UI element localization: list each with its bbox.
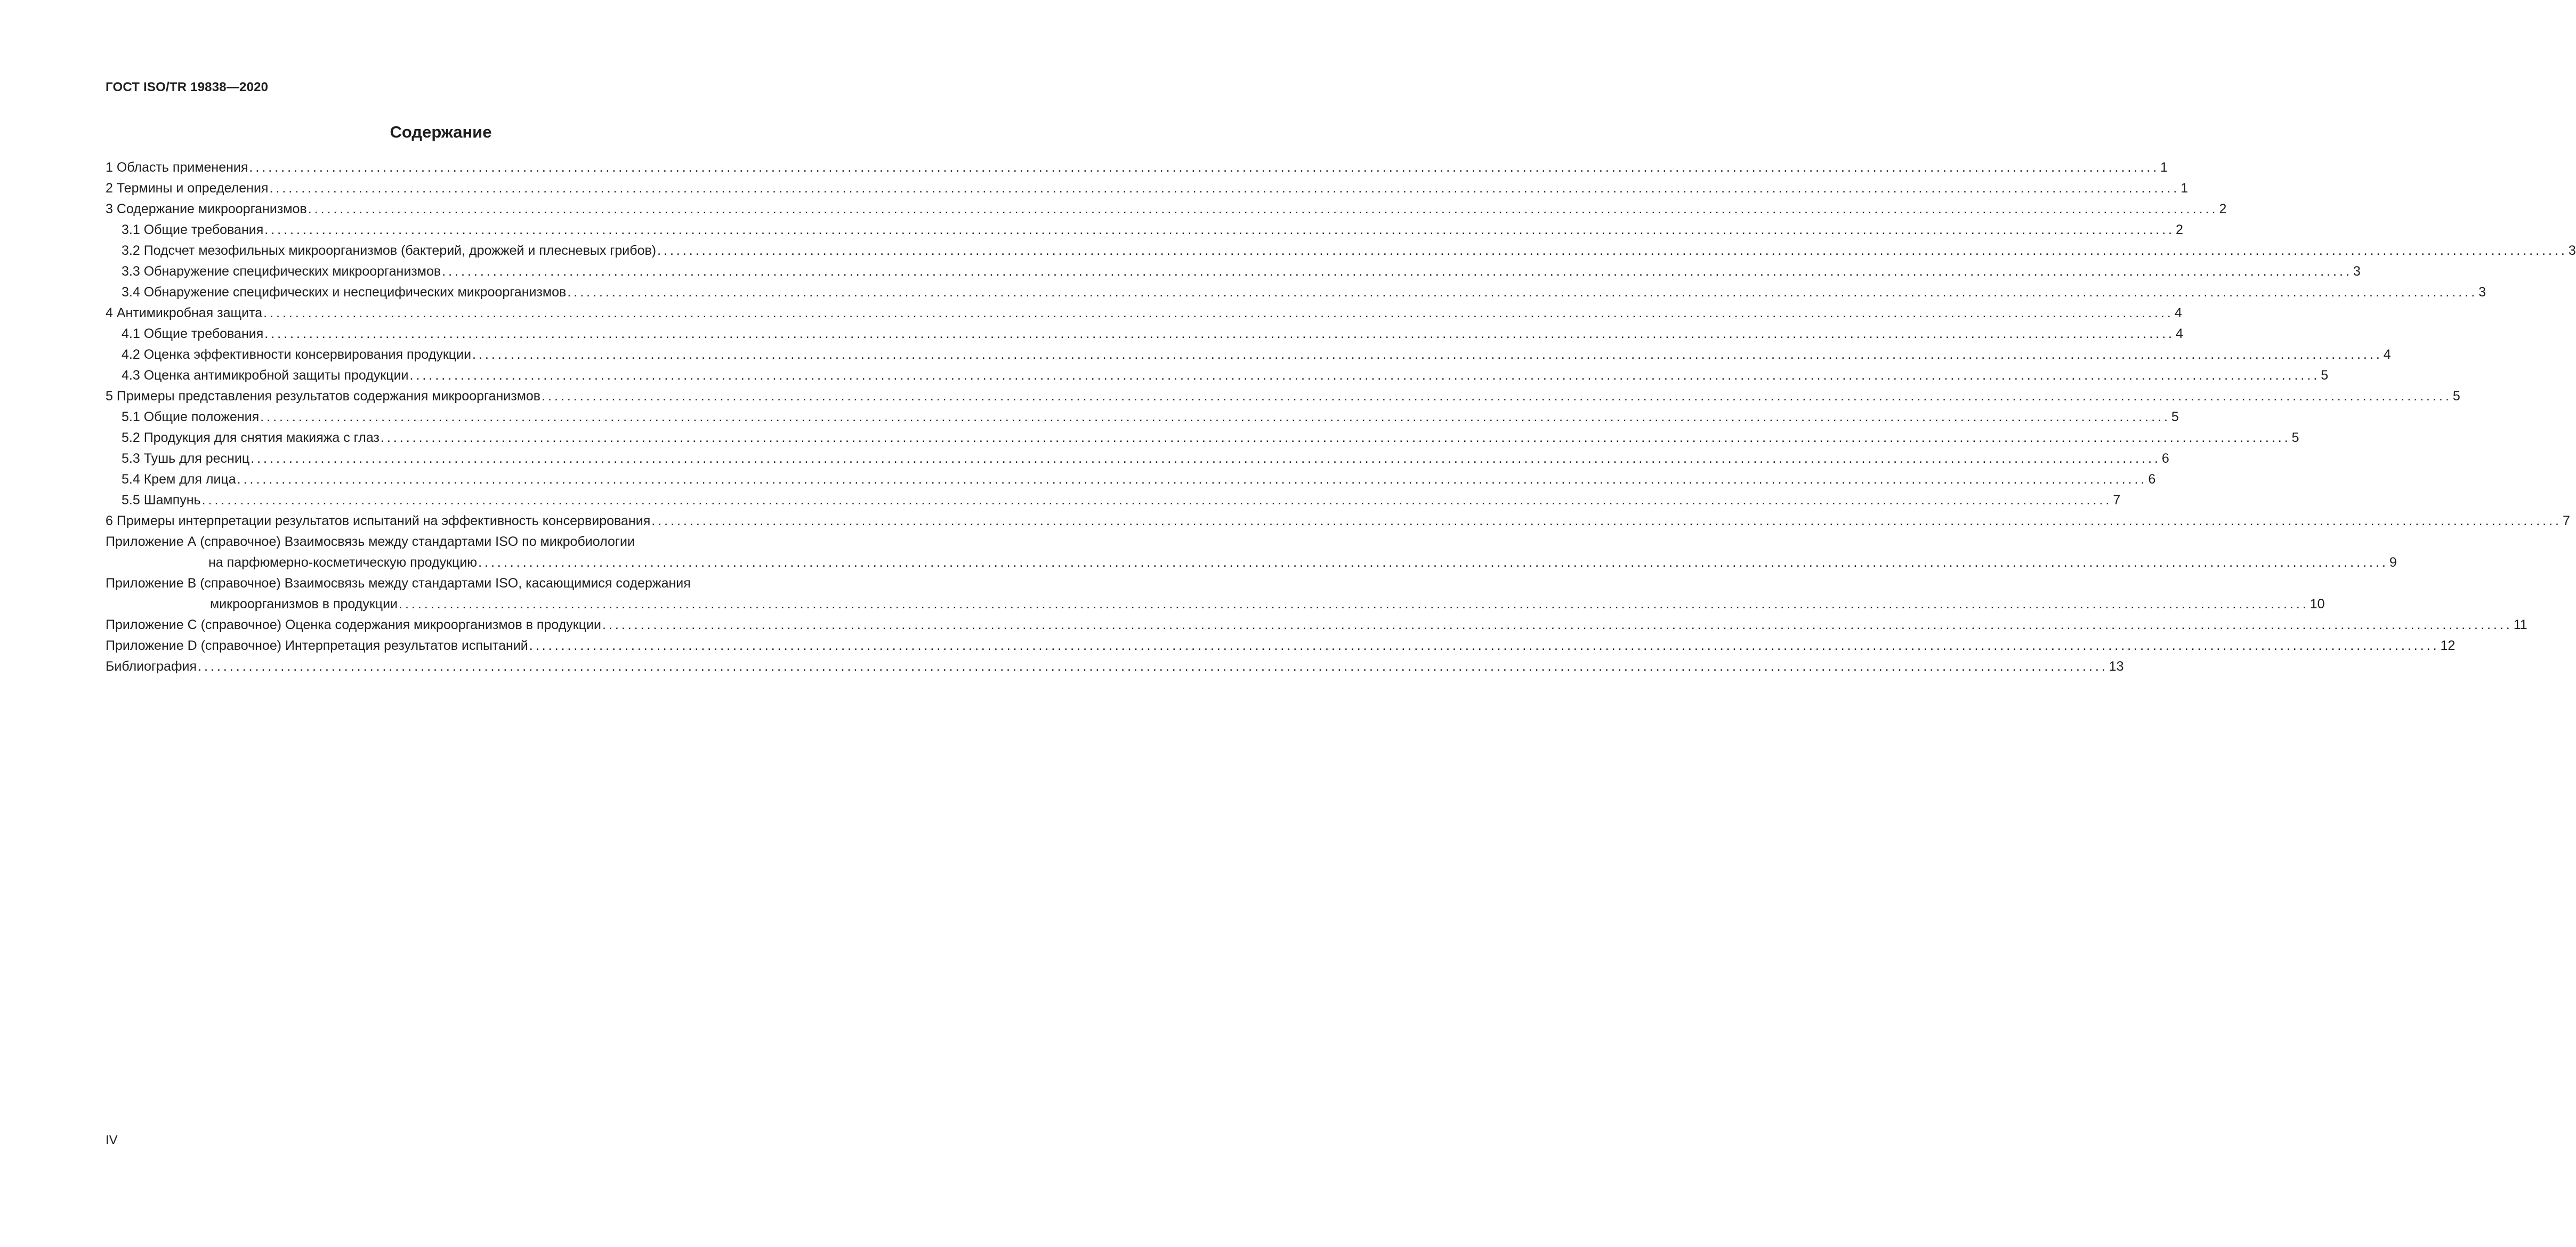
toc-entry-page: 7: [2113, 493, 2121, 508]
page-number: IV: [106, 1133, 118, 1147]
toc-leader-dots: ............................................................................................................................................................................................................................................................................................................: [260, 409, 2170, 424]
toc-entry-5-3[interactable]: [106, 448, 2169, 469]
toc-leader-dots: ............................................................................................................................................................................................................................................................................................................: [264, 222, 2175, 237]
toc-entry-5-5[interactable]: [106, 490, 2121, 511]
toc-leader-dots: ............................................................................................................................................................................................................................................................................................................: [529, 638, 2440, 653]
toc-entry-label: 3.1 Общие требования: [122, 222, 264, 237]
toc-leader-dots: ............................................................................................................................................................................................................................................................................................................: [657, 243, 2567, 258]
toc-entry-5-1[interactable]: [106, 407, 2179, 428]
toc-entry-page: 12: [2440, 638, 2456, 653]
toc-entry-page: 4: [2174, 305, 2182, 320]
toc-entry-label: 3.3 Обнаружение специфических микроорганизмов: [122, 264, 441, 279]
toc-entry-page: 6: [2161, 451, 2169, 466]
toc-entry-5-4[interactable]: [106, 469, 2156, 490]
toc-entry-page: 4: [2383, 347, 2391, 362]
toc-entry-4-1[interactable]: [106, 324, 2183, 344]
toc-entry-label: 4 Антимикробная защита: [106, 305, 263, 320]
toc-entry-label: 5.5 Шампунь: [122, 493, 201, 508]
toc-entry-label: 4.1 Общие требования: [122, 326, 264, 341]
toc-entry-4-3[interactable]: [106, 365, 2329, 386]
toc-entry-page: 3: [2478, 285, 2486, 300]
toc-leader-dots: ............................................................................................................................................................................................................................................................................................................: [478, 555, 2388, 570]
toc-entry-5-2[interactable]: [106, 428, 2299, 448]
toc-annex-title: Приложение А (справочное) Взаимосвязь между стандартами ISO по микробиологии: [106, 534, 635, 549]
toc-entry-page: 3: [2353, 264, 2361, 279]
toc-leader-dots: ............................................................................................................................................................................................................................................................................................................: [380, 430, 2291, 445]
toc-leader-dots: ............................................................................................................................................................................................................................................................................................................: [442, 264, 2352, 279]
toc-entry-6[interactable]: [106, 511, 2570, 532]
toc-leader-dots: ............................................................................................................................................................................................................................................................................................................: [472, 347, 2383, 362]
toc-annex-title-cont: микроорганизмов в продукции: [210, 597, 398, 612]
toc-annex-a[interactable]: [106, 532, 2397, 573]
toc-entry-label: 1 Область применения: [106, 160, 248, 175]
table-of-contents: [106, 157, 2576, 677]
toc-leader-dots: ............................................................................................................................................................................................................................................................................................................: [263, 305, 2174, 320]
toc-annex-b[interactable]: [106, 573, 2325, 615]
toc-entry-page: 9: [2389, 555, 2397, 570]
toc-leader-dots: ............................................................................................................................................................................................................................................................................................................: [237, 472, 2147, 487]
toc-leader-dots: ............................................................................................................................................................................................................................................................................................................: [198, 659, 2108, 674]
toc-leader-dots: ............................................................................................................................................................................................................................................................................................................: [567, 285, 2478, 300]
toc-entry-page: 3: [2568, 243, 2576, 258]
toc-entry-label: 3.2 Подсчет мезофильных микроорганизмов (бактерий, дрожжей и плесневых грибов): [122, 243, 657, 258]
toc-leader-dots: ............................................................................................................................................................................................................................................................................................................: [269, 181, 2180, 196]
toc-entry-label: Приложение С (справочное) Оценка содержания микроорганизмов в продукции: [106, 617, 601, 632]
toc-entry-3-4[interactable]: [106, 282, 2486, 303]
toc-title: Содержание: [390, 123, 492, 141]
toc-entry-3-2[interactable]: [106, 240, 2576, 261]
toc-entry-label: 4.3 Оценка антимикробной защиты продукции: [122, 368, 409, 383]
toc-entry-label: Приложение D (справочное) Интерпретация результатов испытаний: [106, 638, 528, 653]
toc-leader-dots: ............................................................................................................................................................................................................................................................................................................: [264, 326, 2175, 341]
toc-entry-page: 5: [2452, 389, 2460, 404]
toc-annex-title-cont: на парфюмерно-косметическую продукцию: [208, 555, 478, 570]
toc-entry-label: 5.4 Крем для лица: [122, 472, 236, 487]
toc-entry-page: 2: [2219, 202, 2227, 216]
toc-leader-dots: ............................................................................................................................................................................................................................................................................................................: [251, 451, 2161, 466]
document-header: ГОСТ ISO/TR 19838—2020: [106, 80, 269, 94]
toc-entry-1[interactable]: [106, 157, 2168, 178]
toc-entry-label: 6 Примеры интерпретации результатов испытаний на эффективность консервирования: [106, 513, 651, 528]
toc-entry-page: 2: [2176, 222, 2183, 237]
toc-entry-page: 1: [2160, 160, 2168, 175]
toc-entry-label: 4.2 Оценка эффективности консервирования продукции: [122, 347, 472, 362]
toc-leader-dots: ............................................................................................................................................................................................................................................................................................................: [201, 493, 2112, 508]
toc-entry-label: Библиография: [106, 659, 197, 674]
toc-entry-label: 2 Термины и определения: [106, 181, 269, 196]
toc-leader-dots: ............................................................................................................................................................................................................................................................................................................: [399, 597, 2309, 612]
toc-leader-dots: ............................................................................................................................................................................................................................................................................................................: [249, 160, 2160, 175]
toc-entry-page: 5: [2321, 368, 2329, 383]
toc-entry-label: 5.3 Тушь для ресниц: [122, 451, 250, 466]
toc-entry-4[interactable]: [106, 303, 2182, 324]
toc-entry-page: 6: [2148, 472, 2156, 487]
toc-entry-page: 4: [2176, 326, 2183, 341]
toc-entry-label: 3 Содержание микроорганизмов: [106, 202, 307, 216]
toc-annex-title: Приложение В (справочное) Взаимосвязь между стандартами ISO, касающимися содержания: [106, 576, 691, 591]
toc-entry-3[interactable]: [106, 199, 2227, 220]
toc-entry-label: 5.2 Продукция для снятия макияжа с глаз: [122, 430, 379, 445]
toc-bibliography[interactable]: [106, 656, 2124, 677]
toc-entry-page: 10: [2309, 597, 2325, 612]
toc-annex-d[interactable]: [106, 635, 2456, 656]
toc-entry-3-1[interactable]: [106, 220, 2183, 240]
toc-entry-3-3[interactable]: [106, 261, 2361, 282]
toc-leader-dots: ............................................................................................................................................................................................................................................................................................................: [651, 513, 2562, 528]
toc-annex-c[interactable]: [106, 615, 2527, 635]
toc-entry-4-2[interactable]: [106, 344, 2391, 365]
toc-entry-page: 7: [2562, 513, 2570, 528]
toc-entry-label: 3.4 Обнаружение специфических и неспецифических микроорганизмов: [122, 285, 567, 300]
toc-entry-page: 11: [2513, 617, 2527, 632]
toc-entry-2[interactable]: [106, 178, 2189, 199]
toc-entry-5[interactable]: [106, 386, 2460, 407]
toc-entry-page: 5: [2291, 430, 2299, 445]
toc-leader-dots: ............................................................................................................................................................................................................................................................................................................: [409, 368, 2320, 383]
toc-leader-dots: ............................................................................................................................................................................................................................................................................................................: [542, 389, 2452, 404]
toc-entry-label: 5 Примеры представления результатов содержания микроорганизмов: [106, 389, 541, 404]
toc-entry-label: 5.1 Общие положения: [122, 409, 260, 424]
toc-entry-page: 13: [2109, 659, 2124, 674]
toc-leader-dots: ............................................................................................................................................................................................................................................................................................................: [602, 617, 2513, 632]
toc-leader-dots: ............................................................................................................................................................................................................................................................................................................: [308, 202, 2218, 216]
toc-entry-page: 5: [2171, 409, 2179, 424]
toc-entry-page: 1: [2181, 181, 2189, 196]
